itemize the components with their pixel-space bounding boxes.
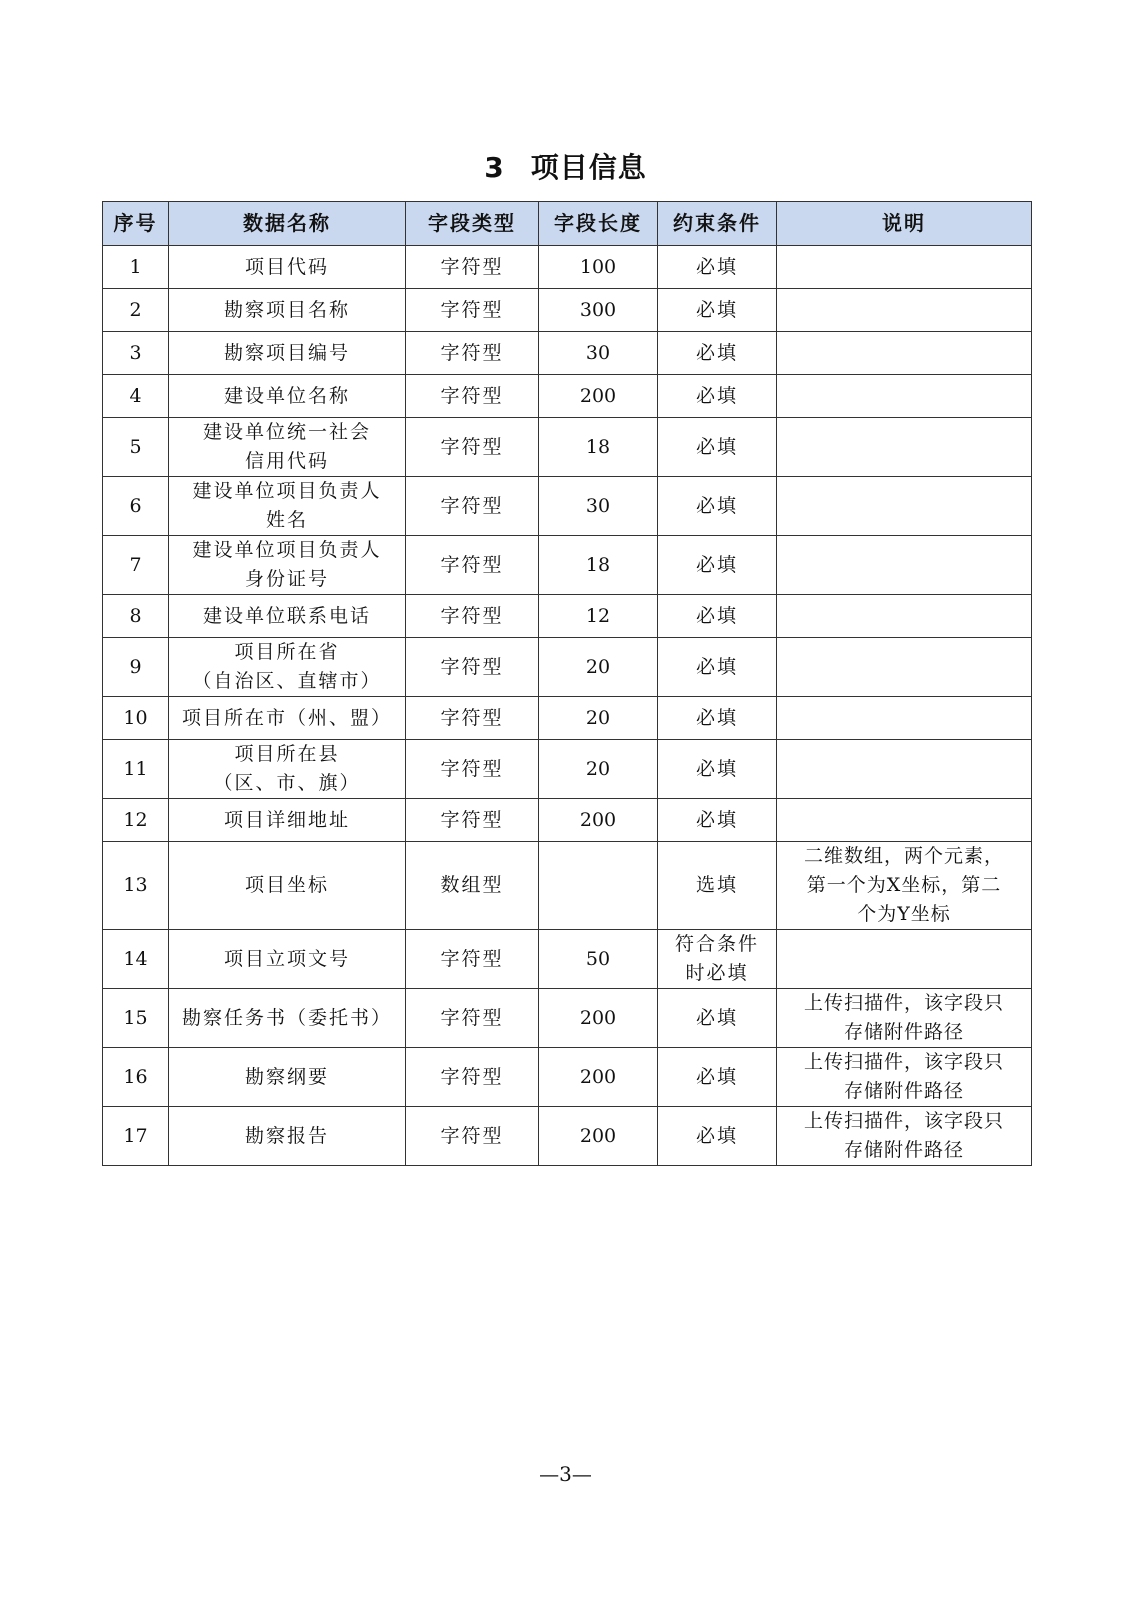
- cell-constraint: 必填: [658, 989, 777, 1048]
- cell-index: 16: [103, 1048, 169, 1107]
- cell-field-type: 字符型: [406, 1048, 539, 1107]
- cell-description: [777, 638, 1032, 697]
- cell-field-type: 字符型: [406, 1107, 539, 1166]
- cell-constraint: 必填: [658, 418, 777, 477]
- cell-field-length: 200: [539, 1048, 658, 1107]
- table-row: [103, 332, 1032, 375]
- table-header-row: [103, 202, 1032, 246]
- cell-constraint: 必填: [658, 246, 777, 289]
- cell-constraint: 必填: [658, 697, 777, 740]
- table-row: [103, 799, 1032, 842]
- cell-data-name: 项目代码: [169, 246, 406, 289]
- cell-index: 14: [103, 930, 169, 989]
- cell-field-length: 20: [539, 697, 658, 740]
- table-row: [103, 989, 1032, 1048]
- cell-description: [777, 418, 1032, 477]
- cell-field-length: 20: [539, 740, 658, 799]
- cell-constraint: 必填: [658, 1048, 777, 1107]
- cell-data-name: 项目所在省 （自治区、直辖市）: [169, 638, 406, 697]
- cell-field-type: 字符型: [406, 595, 539, 638]
- table-row: [103, 697, 1032, 740]
- cell-constraint: 必填: [658, 799, 777, 842]
- cell-field-type: 字符型: [406, 246, 539, 289]
- cell-field-length: 300: [539, 289, 658, 332]
- cell-description: [777, 289, 1032, 332]
- cell-field-length: 50: [539, 930, 658, 989]
- table-row: [103, 740, 1032, 799]
- cell-description: 二维数组，两个元素， 第一个为X坐标，第二 个为Y坐标: [777, 842, 1032, 930]
- table-row: [103, 1107, 1032, 1166]
- cell-field-type: 字符型: [406, 332, 539, 375]
- cell-data-name: 项目所在市（州、盟）: [169, 697, 406, 740]
- cell-field-length: 18: [539, 418, 658, 477]
- cell-description: 上传扫描件，该字段只 存储附件路径: [777, 1048, 1032, 1107]
- cell-description: [777, 536, 1032, 595]
- cell-field-type: 字符型: [406, 289, 539, 332]
- cell-constraint: 必填: [658, 595, 777, 638]
- cell-constraint: 符合条件 时必填: [658, 930, 777, 989]
- cell-description: [777, 477, 1032, 536]
- cell-constraint: 必填: [658, 477, 777, 536]
- cell-description: [777, 697, 1032, 740]
- cell-field-type: 字符型: [406, 418, 539, 477]
- cell-description: [777, 799, 1032, 842]
- cell-field-type: 字符型: [406, 536, 539, 595]
- table-row: [103, 1048, 1032, 1107]
- cell-index: 17: [103, 1107, 169, 1166]
- cell-field-length: 12: [539, 595, 658, 638]
- cell-data-name: 项目坐标: [169, 842, 406, 930]
- cell-field-type: 字符型: [406, 375, 539, 418]
- cell-data-name: 项目详细地址: [169, 799, 406, 842]
- cell-index: 12: [103, 799, 169, 842]
- cell-constraint: 必填: [658, 375, 777, 418]
- cell-data-name: 建设单位项目负责人 姓名: [169, 477, 406, 536]
- cell-data-name: 勘察报告: [169, 1107, 406, 1166]
- cell-field-type: 数组型: [406, 842, 539, 930]
- cell-index: 3: [103, 332, 169, 375]
- cell-field-type: 字符型: [406, 930, 539, 989]
- cell-constraint: 选填: [658, 842, 777, 930]
- cell-index: 15: [103, 989, 169, 1048]
- header-field-type: 字段类型: [406, 202, 539, 246]
- cell-constraint: 必填: [658, 536, 777, 595]
- cell-field-length: 200: [539, 989, 658, 1048]
- cell-data-name: 勘察项目编号: [169, 332, 406, 375]
- cell-index: 5: [103, 418, 169, 477]
- cell-data-name: 项目立项文号: [169, 930, 406, 989]
- cell-constraint: 必填: [658, 289, 777, 332]
- cell-index: 11: [103, 740, 169, 799]
- section-heading: [0, 146, 1131, 186]
- cell-field-type: 字符型: [406, 799, 539, 842]
- header-index: 序号: [103, 202, 169, 246]
- header-description: 说明: [777, 202, 1032, 246]
- cell-constraint: 必填: [658, 1107, 777, 1166]
- cell-field-type: 字符型: [406, 638, 539, 697]
- table-row: [103, 842, 1032, 930]
- cell-field-length: 18: [539, 536, 658, 595]
- cell-data-name: 勘察项目名称: [169, 289, 406, 332]
- cell-field-length: 100: [539, 246, 658, 289]
- cell-description: [777, 332, 1032, 375]
- cell-field-length: 30: [539, 477, 658, 536]
- table-row: [103, 638, 1032, 697]
- table-row: [103, 418, 1032, 477]
- cell-field-length: 200: [539, 799, 658, 842]
- section-number: 3: [484, 151, 505, 184]
- cell-description: 上传扫描件，该字段只 存储附件路径: [777, 1107, 1032, 1166]
- cell-data-name: 建设单位联系电话: [169, 595, 406, 638]
- cell-index: 6: [103, 477, 169, 536]
- cell-index: 13: [103, 842, 169, 930]
- header-constraint: 约束条件: [658, 202, 777, 246]
- cell-field-type: 字符型: [406, 697, 539, 740]
- table-row: [103, 477, 1032, 536]
- table-row: [103, 375, 1032, 418]
- cell-field-length: 200: [539, 375, 658, 418]
- cell-data-name: 勘察纲要: [169, 1048, 406, 1107]
- table-row: [103, 289, 1032, 332]
- page-number: —3—: [539, 1462, 592, 1486]
- cell-description: 上传扫描件，该字段只 存储附件路径: [777, 989, 1032, 1048]
- cell-description: [777, 246, 1032, 289]
- table-row: [103, 595, 1032, 638]
- cell-constraint: 必填: [658, 638, 777, 697]
- cell-constraint: 必填: [658, 332, 777, 375]
- field-spec-table: [102, 201, 1032, 1166]
- cell-index: 2: [103, 289, 169, 332]
- cell-field-type: 字符型: [406, 740, 539, 799]
- cell-description: [777, 375, 1032, 418]
- cell-field-length: 20: [539, 638, 658, 697]
- cell-description: [777, 595, 1032, 638]
- cell-index: 7: [103, 536, 169, 595]
- section-title: 项目信息: [530, 151, 647, 184]
- cell-index: 1: [103, 246, 169, 289]
- cell-index: 9: [103, 638, 169, 697]
- cell-data-name: 建设单位项目负责人 身份证号: [169, 536, 406, 595]
- table-row: [103, 930, 1032, 989]
- header-field-length: 字段长度: [539, 202, 658, 246]
- cell-description: [777, 740, 1032, 799]
- cell-description: [777, 930, 1032, 989]
- table-row: [103, 246, 1032, 289]
- cell-index: 10: [103, 697, 169, 740]
- cell-constraint: 必填: [658, 740, 777, 799]
- cell-field-length: 200: [539, 1107, 658, 1166]
- cell-index: 4: [103, 375, 169, 418]
- cell-field-type: 字符型: [406, 477, 539, 536]
- cell-data-name: 建设单位统一社会 信用代码: [169, 418, 406, 477]
- cell-field-length: [539, 842, 658, 930]
- header-data-name: 数据名称: [169, 202, 406, 246]
- cell-data-name: 勘察任务书（委托书）: [169, 989, 406, 1048]
- cell-index: 8: [103, 595, 169, 638]
- cell-data-name: 项目所在县 （区、市、旗）: [169, 740, 406, 799]
- cell-field-length: 30: [539, 332, 658, 375]
- table-row: [103, 536, 1032, 595]
- cell-field-type: 字符型: [406, 989, 539, 1048]
- cell-data-name: 建设单位名称: [169, 375, 406, 418]
